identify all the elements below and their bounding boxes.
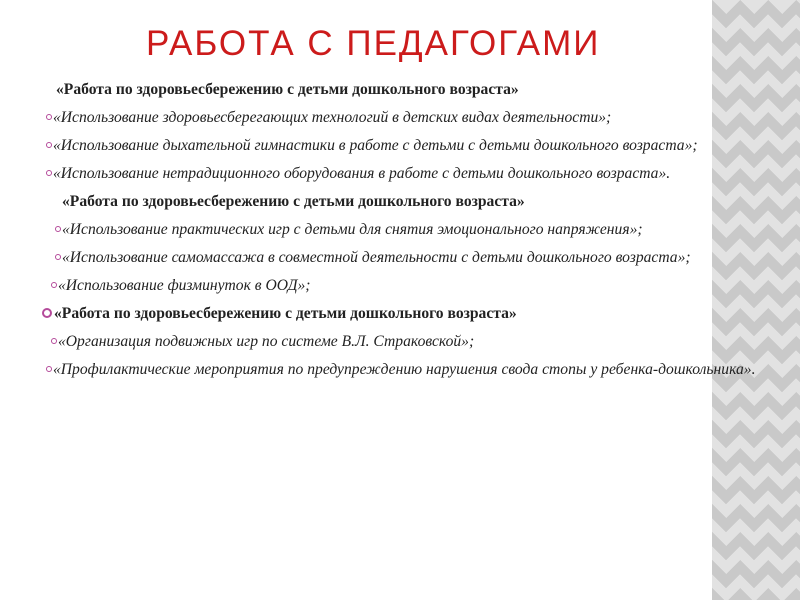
list-item bbox=[53, 108, 766, 128]
section-heading bbox=[56, 80, 766, 100]
list-item-text: «Использование практических игр с детьми для снятия эмоционального напряжения»; bbox=[62, 221, 643, 238]
list-item-text: «Использование самомассажа в совместной деятельности с детьми дошкольного возраста»; bbox=[62, 249, 691, 266]
bullet-icon bbox=[46, 366, 52, 372]
section-heading-text: «Работа по здоровьесбережению с детьми дошкольного возраста» bbox=[62, 193, 525, 210]
list-item-text: «Профилактические мероприятия по предупреждению нарушения свода стопы у ребенка-дошкольника». bbox=[53, 361, 756, 378]
list-item bbox=[53, 136, 766, 156]
bullet-icon bbox=[55, 226, 61, 232]
list-item bbox=[58, 332, 766, 352]
section-heading-text: «Работа по здоровьесбережению с детьми дошкольного возраста» bbox=[56, 81, 519, 98]
slide-title: РАБОТА С ПЕДАГОГАМИ bbox=[146, 24, 601, 63]
section-heading bbox=[62, 192, 766, 212]
section-heading bbox=[54, 304, 766, 324]
bullet-icon bbox=[51, 282, 57, 288]
bullet-icon bbox=[55, 254, 61, 260]
bullet-icon bbox=[46, 142, 52, 148]
list-item-text: «Использование дыхательной гимнастики в работе с детьми с детьми дошкольного возраста»; bbox=[53, 137, 698, 154]
list-item-text: «Организация подвижных игр по системе В.Л. Страковской»; bbox=[58, 333, 475, 350]
list-item-text: «Использование нетрадиционного оборудования в работе с детьми дошкольного возраста». bbox=[53, 165, 671, 182]
list-item-text: «Использование физминуток в ООД»; bbox=[58, 277, 311, 294]
list-item-text: «Использование здоровьесберегающих технологий в детских видах деятельности»; bbox=[53, 109, 612, 126]
list-item bbox=[53, 360, 766, 380]
section-heading-text: «Работа по здоровьесбережению с детьми дошкольного возраста» bbox=[54, 305, 517, 322]
bullet-icon bbox=[46, 170, 52, 176]
list-item bbox=[62, 220, 766, 240]
bullet-icon bbox=[46, 114, 52, 120]
list-item bbox=[58, 276, 766, 296]
list-item bbox=[62, 248, 766, 268]
bullet-icon bbox=[51, 338, 57, 344]
list-item bbox=[53, 164, 766, 184]
bullet-ring-icon bbox=[42, 308, 52, 318]
slide-content bbox=[40, 80, 766, 388]
